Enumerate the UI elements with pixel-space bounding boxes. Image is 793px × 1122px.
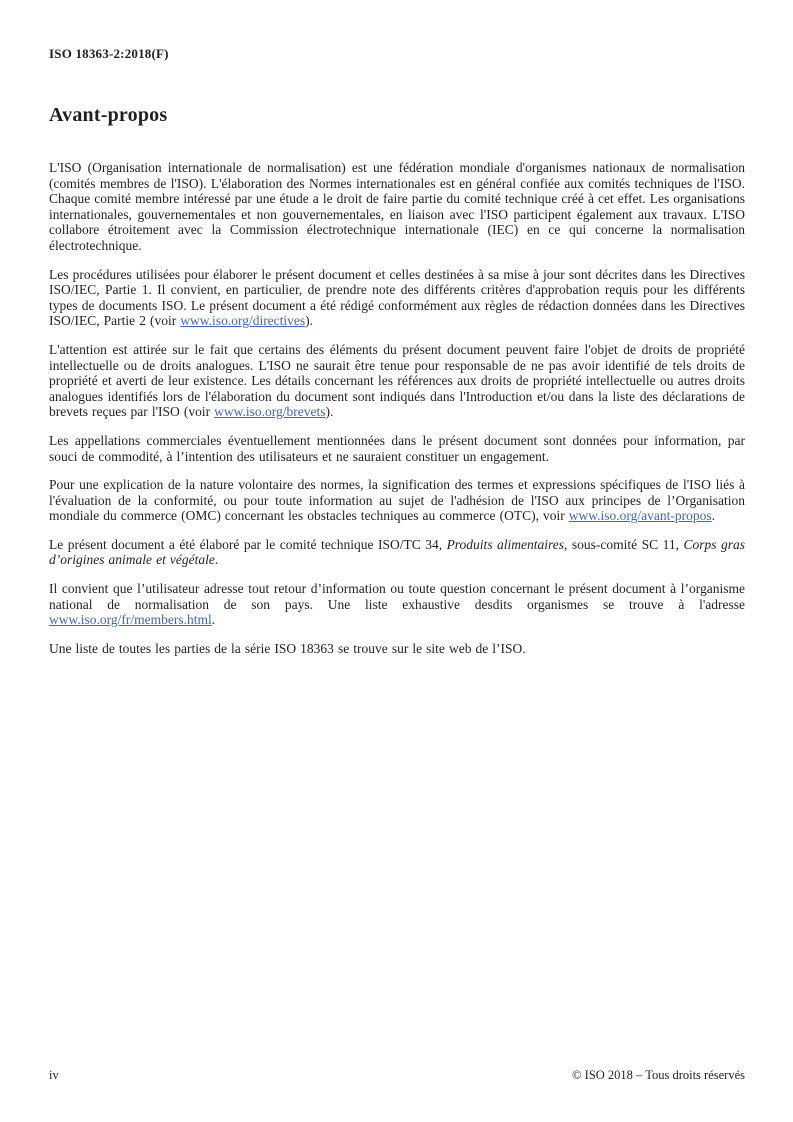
hyperlink[interactable]: www.iso.org/fr/members.html <box>49 612 212 628</box>
text-run: L'ISO (Organisation internationale de normalisation) est une fédération mondiale d'organismes nationaux de normalisation (comités membres de l'ISO). L'élaboration des Normes internationales est en général confiée aux comités techniques de l'ISO. Chaque comité membre intéressé par une étude a le droit de faire partie du comité technique créé à cet effet. Les organisations internationales, gouvernementales et non gouvernementales, en liaison avec l'ISO participent également aux travaux. L'ISO collabore étroitement avec la Commission électrotechnique internationale (IEC) en ce qui concerne la normalisation électrotechnique. <box>49 160 745 253</box>
text-run: , sous-comité SC 11, <box>564 536 684 552</box>
paragraph <box>49 433 745 464</box>
document-reference: ISO 18363-2:2018(F) <box>49 46 169 61</box>
text-run: Les procédures utilisées pour élaborer le présent document et celles destinées à sa mise à jour sont décrites dans les Directives ISO/IEC, Partie 1. Il convient, en particulier, de prendre note des différents critères d'approbation requis pour les différents types de documents ISO. Le présent document a été rédigé conformément aux règles de rédaction données dans les Directives ISO/IEC, Partie 2 (voir <box>49 266 745 329</box>
hyperlink[interactable]: www.iso.org/brevets <box>214 404 326 420</box>
text-run: ). <box>305 313 314 329</box>
text-run: ). <box>325 404 334 420</box>
paragraph <box>49 160 745 254</box>
text-run: . <box>711 508 716 524</box>
paragraphs <box>49 160 745 656</box>
italic-text: Corps gras d’origines animale et végétale <box>49 536 746 568</box>
text-run: Il convient que l’utilisateur adresse tout retour d’information ou toute question concernant le présent document à l’organisme national de normalisation de son pays. Une liste exhaustive desdits organismes se trouve à l'adresse <box>49 581 745 612</box>
text-run: L'attention est attirée sur le fait que certains des éléments du présent document peuvent faire l'objet de droits de propriété intellectuelle ou de droits analogues. L'ISO ne saurait être tenue pour responsable de ne pas avoir identifié de tels droits de propriété et averti de leur existence. Les détails concernant les références aux droits de propriété intellectuelle ou autres droits analogues identifiés lors de l'élaboration du document sont indiqués dans l'Introduction et/ou dans la liste des déclarations de brevets reçues par l'ISO (voir <box>49 341 745 420</box>
paragraph <box>49 581 745 628</box>
text-run: . <box>214 552 219 568</box>
page-content <box>49 46 745 669</box>
text-run: Une liste de toutes les parties de la série ISO 18363 se trouve sur le site web de l’ISO. <box>49 640 526 656</box>
italic-text: Produits alimentaires <box>446 536 565 552</box>
text-run: Pour une explication de la nature volontaire des normes, la signification des termes et expressions spécifiques de l'ISO liés à l'évaluation de la conformité, ou pour toute information au sujet de l'adhésion de l'ISO aux principes de l’Organisation mondiale du commerce (OMC) concernant les obstacles techniques au commerce (OTC), voir <box>49 477 745 524</box>
text-run: . <box>211 612 216 628</box>
hyperlink[interactable]: www.iso.org/directives <box>180 313 306 329</box>
paragraph <box>49 477 745 524</box>
text-run: Le présent document a été élaboré par le comité technique ISO/TC 34, <box>49 536 447 552</box>
hyperlink[interactable]: www.iso.org/avant-propos <box>568 508 712 524</box>
section-title: Avant-propos <box>49 104 168 126</box>
paragraph <box>49 537 745 568</box>
paragraph <box>49 641 745 657</box>
page-footer <box>49 1068 745 1083</box>
page-number: iv <box>49 1068 59 1082</box>
text-run: Les appellations commerciales éventuellement mentionnées dans le présent document sont données pour information, par souci de commodité, à l’intention des utilisateurs et ne sauraient constituer un engagement. <box>49 432 745 464</box>
copyright-notice: © ISO 2018 – Tous droits réservés <box>572 1068 745 1082</box>
paragraph <box>49 342 745 420</box>
paragraph <box>49 267 745 329</box>
